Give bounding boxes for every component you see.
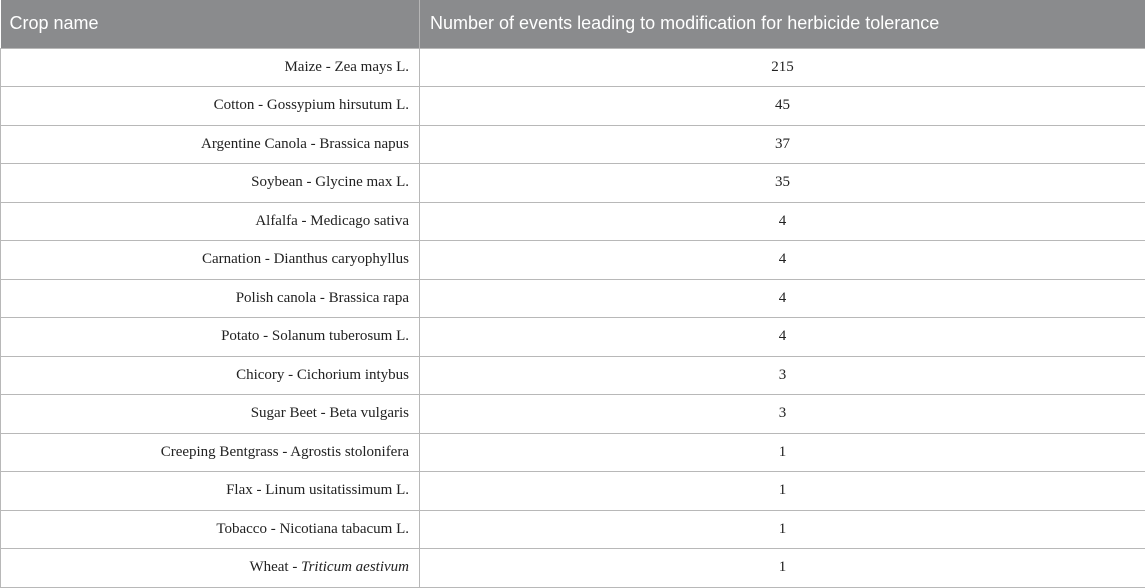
event-count-cell: 1 (420, 472, 1145, 511)
crop-name-text: Soybean - Glycine max L. (251, 174, 409, 190)
table-row (1, 433, 1145, 472)
crop-name-text: Maize - Zea mays L. (284, 59, 409, 75)
table-row (1, 241, 1145, 280)
table-row (1, 48, 1145, 87)
crop-name-text: Sugar Beet - Beta vulgaris (251, 405, 409, 421)
event-count-cell: 4 (420, 318, 1145, 357)
crop-name-cell (1, 395, 420, 434)
crop-name-text: Chicory - Cichorium intybus (236, 367, 409, 383)
crop-name-text: Tobacco - Nicotiana tabacum L. (216, 521, 409, 537)
event-count-cell: 215 (420, 48, 1145, 87)
table-row (1, 202, 1145, 241)
crop-name-cell (1, 202, 420, 241)
crop-name-text: Alfalfa - Medicago sativa (255, 213, 409, 229)
event-count-cell: 35 (420, 164, 1145, 203)
table-row (1, 395, 1145, 434)
crop-name-text: Carnation - Dianthus caryophyllus (202, 251, 409, 267)
event-count-cell: 1 (420, 510, 1145, 549)
table-row (1, 87, 1145, 126)
crop-name-cell (1, 433, 420, 472)
table-row (1, 472, 1145, 511)
table-row (1, 164, 1145, 203)
crop-name-text: Flax - Linum usitatissimum L. (226, 482, 409, 498)
event-count-cell: 3 (420, 356, 1145, 395)
header-event-count: Number of events leading to modification for herbicide tolerance (420, 0, 1145, 48)
crop-name-cell (1, 279, 420, 318)
crop-name-text: Potato - Solanum tuberosum L. (221, 328, 409, 344)
header-crop-name: Crop name (1, 0, 420, 48)
event-count-cell: 37 (420, 125, 1145, 164)
crop-name-cell (1, 87, 420, 126)
crop-name-text: Polish canola - Brassica rapa (236, 290, 409, 306)
event-count-cell: 4 (420, 279, 1145, 318)
crop-name-text: Creeping Bentgrass - Agrostis stolonifera (161, 444, 409, 460)
crop-name-cell (1, 549, 420, 588)
table-row (1, 125, 1145, 164)
header-row (1, 0, 1145, 48)
crop-name-text: Cotton - Gossypium hirsutum L. (214, 97, 409, 113)
table-row (1, 549, 1145, 588)
table-row (1, 279, 1145, 318)
event-count-cell: 4 (420, 241, 1145, 280)
table-row (1, 318, 1145, 357)
event-count-cell: 1 (420, 433, 1145, 472)
crop-name-cell (1, 48, 420, 87)
event-count-cell: 45 (420, 87, 1145, 126)
crop-name-cell (1, 356, 420, 395)
crop-name-text: Wheat - (249, 559, 301, 575)
crop-scientific-name: Triticum aestivum (301, 559, 409, 575)
table-body (1, 48, 1145, 587)
crop-name-cell (1, 318, 420, 357)
crop-name-cell (1, 125, 420, 164)
table-header (1, 0, 1145, 48)
event-count-cell: 4 (420, 202, 1145, 241)
crop-name-cell (1, 510, 420, 549)
crop-name-cell (1, 241, 420, 280)
crop-name-cell (1, 164, 420, 203)
table-row (1, 356, 1145, 395)
crop-name-text: Argentine Canola - Brassica napus (201, 136, 409, 152)
event-count-cell: 3 (420, 395, 1145, 434)
table-row (1, 510, 1145, 549)
event-count-cell: 1 (420, 549, 1145, 588)
crop-name-cell (1, 472, 420, 511)
